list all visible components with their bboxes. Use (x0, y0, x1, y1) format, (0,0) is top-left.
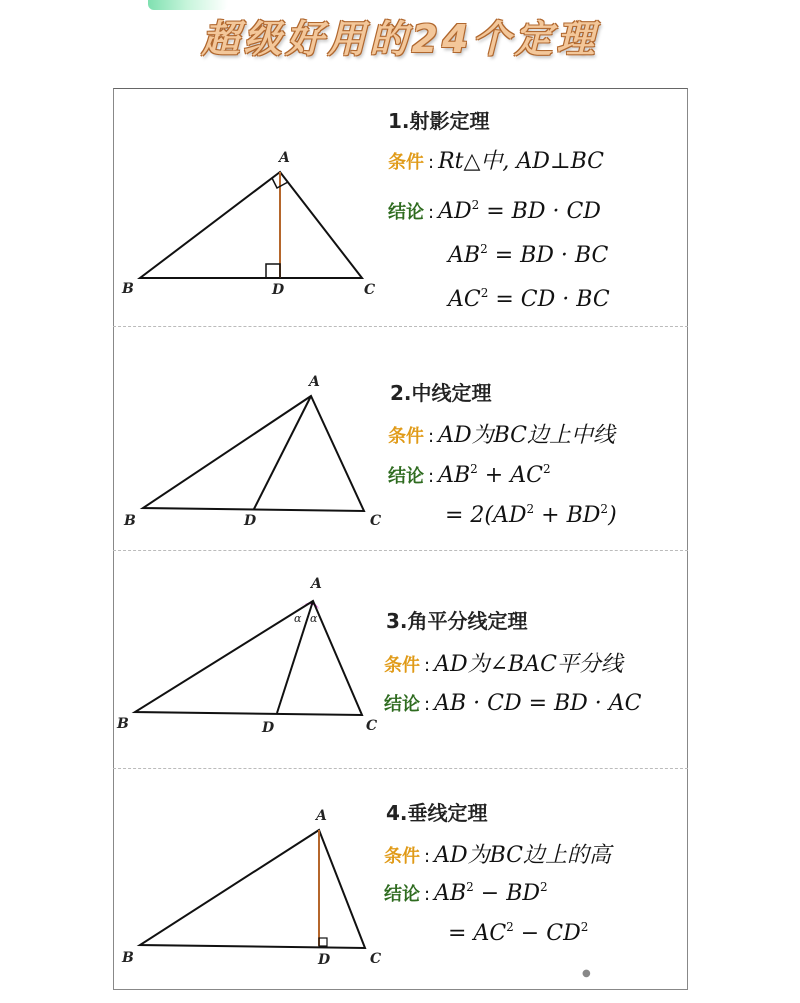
triangle-abc-altitude (140, 830, 365, 948)
angle-alpha-left: α (294, 612, 302, 625)
vertex-label-a: A (279, 150, 290, 166)
theorem-4-conclusion-1 (384, 880, 548, 906)
vertex-label-a: A (311, 576, 322, 592)
formula-exponent: 2 (471, 198, 480, 212)
vertex-label-b: B (117, 716, 129, 732)
condition-label: 条件 (388, 152, 424, 173)
conclusion-label: 结论 (388, 202, 424, 223)
angle-alpha-right: α (310, 612, 318, 625)
formula-term: AC (510, 463, 543, 488)
theorem-3-conclusion (384, 690, 642, 716)
formula-term: AB (434, 881, 467, 906)
theorem-3-condition (384, 647, 623, 678)
conclusion-label: 结论 (384, 884, 420, 905)
formula-exponent: 2 (480, 286, 489, 300)
formula-term: CD (546, 921, 581, 946)
theorem-1-conclusion-2 (448, 242, 608, 268)
colon: : (424, 846, 431, 867)
formula-exponent: 2 (506, 920, 514, 934)
vertex-label-d: D (318, 952, 331, 968)
formula-prefix: = 2( (445, 503, 494, 528)
vertex-label-b: B (124, 513, 136, 529)
colon: : (428, 152, 435, 173)
formula-rhs: = CD · BC (488, 287, 610, 312)
page-title: 超级好用的24个定理 (201, 17, 599, 61)
colon: : (424, 884, 431, 905)
condition-label: 条件 (384, 655, 420, 676)
formula-term: AD (493, 503, 527, 528)
formula-term: AC (473, 921, 507, 946)
vertex-label-d: D (272, 282, 285, 298)
condition-text: AD为BC边上的高 (434, 843, 612, 868)
vertex-label-c: C (370, 513, 382, 529)
theorem-1-conclusion-1 (388, 198, 601, 224)
formula-term: BD (566, 503, 601, 528)
conclusion-label: 结论 (384, 694, 420, 715)
formula-exponent: 2 (580, 920, 589, 934)
formula-prefix: = (448, 921, 474, 946)
right-angle-mark-d (266, 264, 280, 278)
formula-exponent: 2 (466, 880, 474, 894)
colon: : (424, 655, 431, 676)
formula-suffix: ) (608, 503, 617, 528)
theorem-2-conclusion-1 (388, 462, 551, 488)
triangle-abc (140, 172, 362, 278)
vertex-label-c: C (370, 951, 382, 967)
colon: : (428, 426, 435, 447)
watermark-mark: ● (582, 968, 591, 979)
theorem-4-condition (384, 838, 611, 869)
theorem-2-condition (388, 418, 615, 449)
formula-operator: + (477, 463, 511, 488)
formula-exponent: 2 (526, 502, 535, 516)
formula-operator: − (513, 921, 547, 946)
formula-term: AB (438, 463, 471, 488)
triangle-abc-median (143, 396, 364, 511)
formula-exponent: 2 (542, 462, 551, 476)
conclusion-label: 结论 (388, 466, 424, 487)
formula-base: AC (448, 287, 481, 312)
theorem-2-title: 2.中线定理 (390, 381, 492, 405)
theorem-4-conclusion-2 (448, 920, 588, 946)
vertex-label-b: B (122, 950, 134, 966)
right-angle-mark-d (319, 938, 327, 946)
formula-base: AD (438, 199, 472, 224)
formula-operator: + (534, 503, 567, 528)
theorem-1-condition (388, 144, 604, 175)
conclusion-text: AB · CD = BD · AC (434, 691, 642, 716)
condition-label: 条件 (384, 846, 420, 867)
colon: : (428, 466, 435, 487)
formula-exponent: 2 (480, 242, 488, 256)
triangle-abc-bisector (135, 601, 362, 715)
theorem-4-title: 4.垂线定理 (386, 801, 488, 825)
formula-exponent: 2 (540, 880, 548, 894)
vertex-label-a: A (316, 808, 327, 824)
vertex-label-c: C (364, 282, 376, 298)
theorem-2-conclusion-2 (445, 502, 617, 528)
vertex-label-a: A (309, 374, 320, 390)
formula-exponent: 2 (470, 462, 478, 476)
formula-exponent: 2 (600, 502, 609, 516)
formula-base: AB (448, 243, 481, 268)
formula-rhs: = BD · CD (479, 199, 601, 224)
colon: : (428, 202, 435, 223)
vertex-label-d: D (244, 513, 257, 529)
vertex-label-d: D (262, 720, 275, 736)
vertex-label-b: B (122, 281, 134, 297)
formula-rhs: = BD · BC (487, 243, 609, 268)
theorem-1-title: 1.射影定理 (388, 109, 490, 133)
theorem-1-conclusion-3 (448, 286, 610, 312)
formula-operator: − (473, 881, 507, 906)
colon: : (424, 694, 431, 715)
theorem-3-title: 3.角平分线定理 (386, 609, 528, 633)
condition-label: 条件 (388, 426, 424, 447)
vertex-label-c: C (366, 718, 378, 734)
formula-term: BD (506, 881, 541, 906)
condition-text: AD为∠BAC平分线 (434, 652, 623, 677)
median-ad (254, 396, 311, 509)
condition-text: AD为BC边上中线 (438, 423, 616, 448)
condition-text: Rt△中, AD⊥BC (438, 149, 605, 174)
